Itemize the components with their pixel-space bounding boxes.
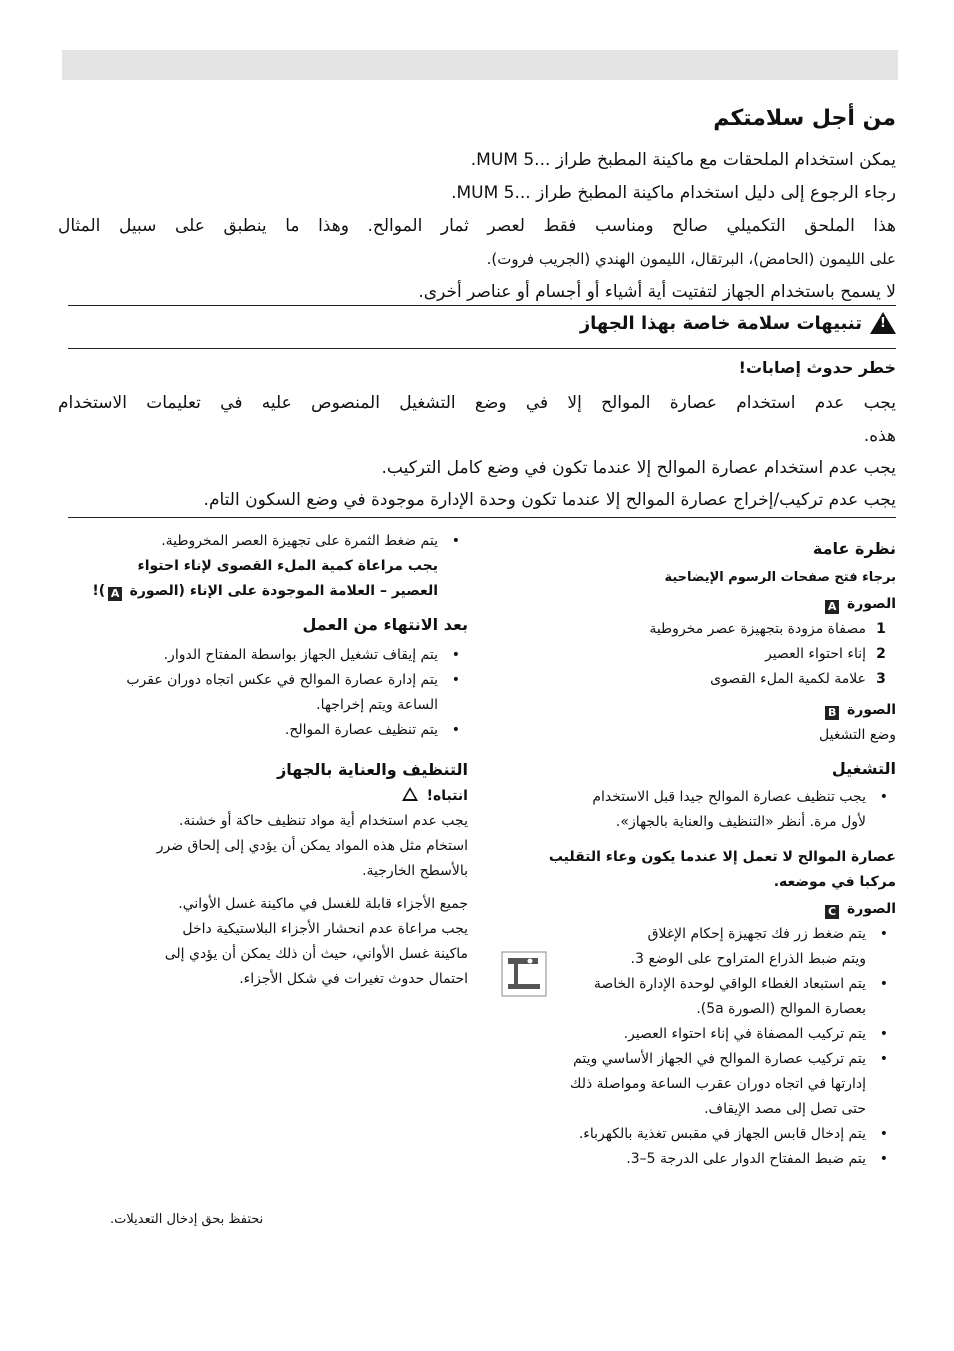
item-line: إدارتها في اتجاه دوران عقرب الساعة ومواصلة ذلك (569, 1076, 866, 1092)
list-item (516, 922, 896, 972)
operation-title: التشغيل (831, 759, 896, 778)
danger-line-3: يجب عدم استخدام عصارة الموالح إلا عندما تكون في وضع كامل التركيب. (381, 458, 896, 478)
item-line: يتم إدارة عصارة الموالح في عكس اتجاه دوران عقرب (126, 672, 438, 688)
clean-paragraph-1 (68, 809, 468, 884)
list-item (516, 642, 896, 667)
danger-title: خطر حدوث إصابات! (738, 358, 896, 377)
figure-c-label (516, 897, 896, 922)
attention-text: انتباه! (426, 788, 468, 804)
item-line: لأول مرة. أنظر «التنظيف والعناية بالجهاز». (615, 814, 866, 830)
assembly-list (516, 922, 896, 1172)
item-line: يتم استبعاد الغطاء الواقي لوحدة الإدارة الخاصة (593, 976, 866, 992)
list-item (516, 617, 896, 642)
header-bar (62, 50, 898, 80)
item-line: بعصارة الموالح (الصورة 5a). (696, 1001, 866, 1017)
clean-title: التنظيف والعناية بالجهاز (277, 760, 468, 779)
press-list (68, 529, 468, 604)
list-item (516, 1122, 896, 1147)
intro-line-3: هذا الملحق التكميلي صالح ومناسب فقط لعصر ثمار الموالح. وهذا ما ينطبق على سبيل المثال (58, 216, 896, 236)
list-item (516, 972, 896, 1022)
item-number: 2 (876, 646, 886, 662)
para-line: جميع الأجزاء قابلة للغسل في ماكينة غسل الأواني. (178, 896, 468, 912)
list-item (516, 1047, 896, 1122)
list-item (68, 718, 468, 743)
list-item (516, 667, 896, 692)
clean-paragraph-2 (68, 892, 468, 992)
warning-icon (402, 787, 418, 801)
item-line: يجب مراعاة كمية الملء القصوى لإناء احتواء (137, 558, 438, 574)
item-number: 1 (876, 621, 886, 637)
note-line: مركبا في موضعه. (773, 874, 896, 890)
danger-line-4: يجب عدم تركيب/إخراج عصارة الموالح إلا عندما تكون وحدة الإدارة موجودة في وضع السكون التام. (203, 490, 896, 510)
divider (68, 305, 896, 306)
item-line: العصير – العلامة الموجودة على الإناء (الصورة (129, 583, 438, 599)
item-text: إناء احتواء العصير (764, 646, 866, 662)
list-item (68, 668, 468, 718)
figure-a-letter: A (825, 600, 839, 614)
overview-title: نظرة عامة (812, 539, 896, 558)
figure-b-caption: وضع التشغيل (819, 727, 896, 743)
figure-a-label (516, 592, 896, 617)
item-line: يتم تركيب المصفاة في إناء احتواء العصير. (623, 1026, 866, 1042)
item-line: الساعة ويتم إخراجها. (316, 697, 438, 713)
item-number: 3 (876, 671, 886, 687)
divider (68, 517, 896, 518)
mixer-arm-icon (500, 950, 548, 998)
warning-icon (870, 312, 896, 334)
note-line: عصارة الموالح لا تعمل إلا عندما يكون وعاء التقليب (548, 849, 896, 865)
list-item (68, 643, 468, 668)
figure-c-letter: C (825, 905, 839, 919)
item-text: علامة لكمية الملء القصوى (710, 671, 866, 687)
attention-label (68, 784, 468, 809)
item-line: يتم إدخال قابس الجهاز في مقبس تغذية بالكهرباء. (578, 1126, 866, 1142)
para-line: يجب مراعاة عدم انحشار الأجزاء البلاستيكية داخل (182, 921, 468, 937)
unfold-note: برجاء فتح صفحات الرسوم الإيضاحية (664, 570, 896, 585)
para-line: ماكينة غسل الأواني، حيث أن ذلك يمكن أن يؤدي إلى (164, 946, 468, 962)
item-line: يتم تركيب عصارة الموالح في الجهاز الأساسي ويتم (573, 1051, 866, 1067)
para-line: بالأسطح الخارجية. (362, 863, 468, 879)
item-line: ويتم ضبط الذراع المتراوح على الوضع 3. (630, 951, 866, 967)
intro-line-1: يمكن استخدام الملحقات مع ماكينة المطبخ طراز ...MUM 5. (470, 150, 896, 170)
danger-line-1: يجب عدم استخدام عصارة الموالح إلا في وضع التشغيل المنصوص عليه في تعليمات الاستخدام (58, 393, 896, 413)
item-line: يتم ضغط زر فك تجهيزة إحكام الإغلاق (647, 926, 866, 942)
left-column (68, 529, 468, 992)
item-text: مصفاة مزودة بتجهيزة عصر مخروطية (649, 621, 866, 637)
figure-b-label (516, 698, 896, 723)
list-item (68, 529, 468, 604)
after-list (68, 643, 468, 743)
list-item (516, 1147, 896, 1172)
figure-b-letter: B (825, 706, 839, 720)
item-line: يتم إيقاف تشغيل الجهاز بواسطة المفتاح الدوار. (163, 647, 438, 663)
footer-note: نحتفظ بحق إدخال التعديلات. (110, 1212, 264, 1227)
item-line: يتم ضغط الثمرة على تجهيزة العصر المخروطية. (161, 533, 438, 549)
page-title: من أجل سلامتكم (713, 106, 896, 131)
figure-c-text: الصورة (847, 901, 896, 917)
item-line: يجب تنظيف عصارة الموالح جيدا قبل الاستخدام (592, 789, 866, 805)
safety-heading-text: تنبيهات سلامة خاصة بهذا الجهاز (579, 312, 862, 334)
intro-line-4: على الليمون (الحامض)، البرتقال، الليمون الهندي (الجريب فروت). (486, 250, 896, 268)
operation-list (516, 785, 896, 835)
list-item (516, 1022, 896, 1047)
item-line: )! (92, 583, 106, 599)
intro-line-2: رجاء الرجوع إلى دليل استخدام ماكينة المطبخ طراز ...MUM 5. (451, 183, 896, 203)
item-line: يتم ضبط المفتاح الدوار على الدرجة 5–3. (626, 1151, 866, 1167)
divider (68, 348, 896, 349)
intro-line-5: لا يسمح باستخدام الجهاز لتفتيت أية أشياء أو أجسام أو عناصر أخرى. (418, 282, 896, 302)
figure-a-letter: A (108, 587, 122, 601)
para-line: احتمال حدوث تغيرات في شكل الأجزاء. (239, 971, 468, 987)
right-column (516, 536, 896, 1172)
para-line: يجب عدم استخدام أية مواد تنظيف حاكة أو خشنة. (179, 813, 468, 829)
item-line: حتى تصل إلى مصد الإيقاف. (704, 1101, 866, 1117)
danger-line-2: هذه. (863, 426, 896, 446)
safety-heading (580, 312, 896, 334)
item-line: يتم تنظيف عصارة الموالح. (284, 722, 438, 738)
operation-note (516, 845, 896, 895)
para-line: استخام مثل هذه المواد يمكن أن يؤدي إلى إلحاق ضرر (156, 838, 468, 854)
after-title: بعد الانتهاء من العمل (302, 615, 468, 634)
list-item (516, 785, 896, 835)
figure-b-text: الصورة (847, 702, 896, 718)
figure-a-text: الصورة (847, 596, 896, 612)
